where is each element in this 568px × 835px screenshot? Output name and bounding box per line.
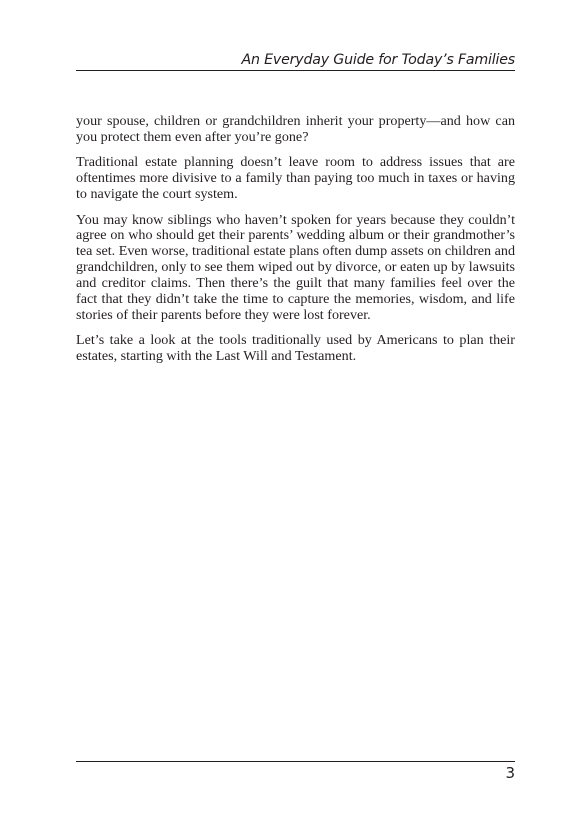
body-text (76, 114, 515, 375)
running-header: An Everyday Guide for Today’s Families (241, 52, 515, 68)
paragraph: Let’s take a look at the tools traditionally used by Americans to plan their estates, starting with the Last Will and Testament. (76, 332, 515, 365)
paragraph: Traditional estate planning doesn’t leave room to address issues that are oftentimes more divisive to a family than paying too much in taxes or having to navigate the court system. (76, 154, 515, 203)
footer-rule (76, 761, 515, 762)
header-rule (76, 70, 515, 71)
paragraph: You may know siblings who haven’t spoken for years because they couldn’t agree on who should get their parents’ wedding album or their grandmother’s tea set. Even worse, traditional estate plans often dump assets on children and grandchildren, only to see them wiped out by divorce, or eaten up by lawsuits and creditor claims. Then there’s the guilt that many families feel over the fact that they didn’t take the time to capture the memories, wisdom, and life stories of their parents before they were lost forever. (76, 211, 515, 323)
page-number: 3 (505, 764, 515, 782)
paragraph: your spouse, children or grandchildren inherit your property—and how can you protect them even after you’re gone? (76, 113, 515, 145)
